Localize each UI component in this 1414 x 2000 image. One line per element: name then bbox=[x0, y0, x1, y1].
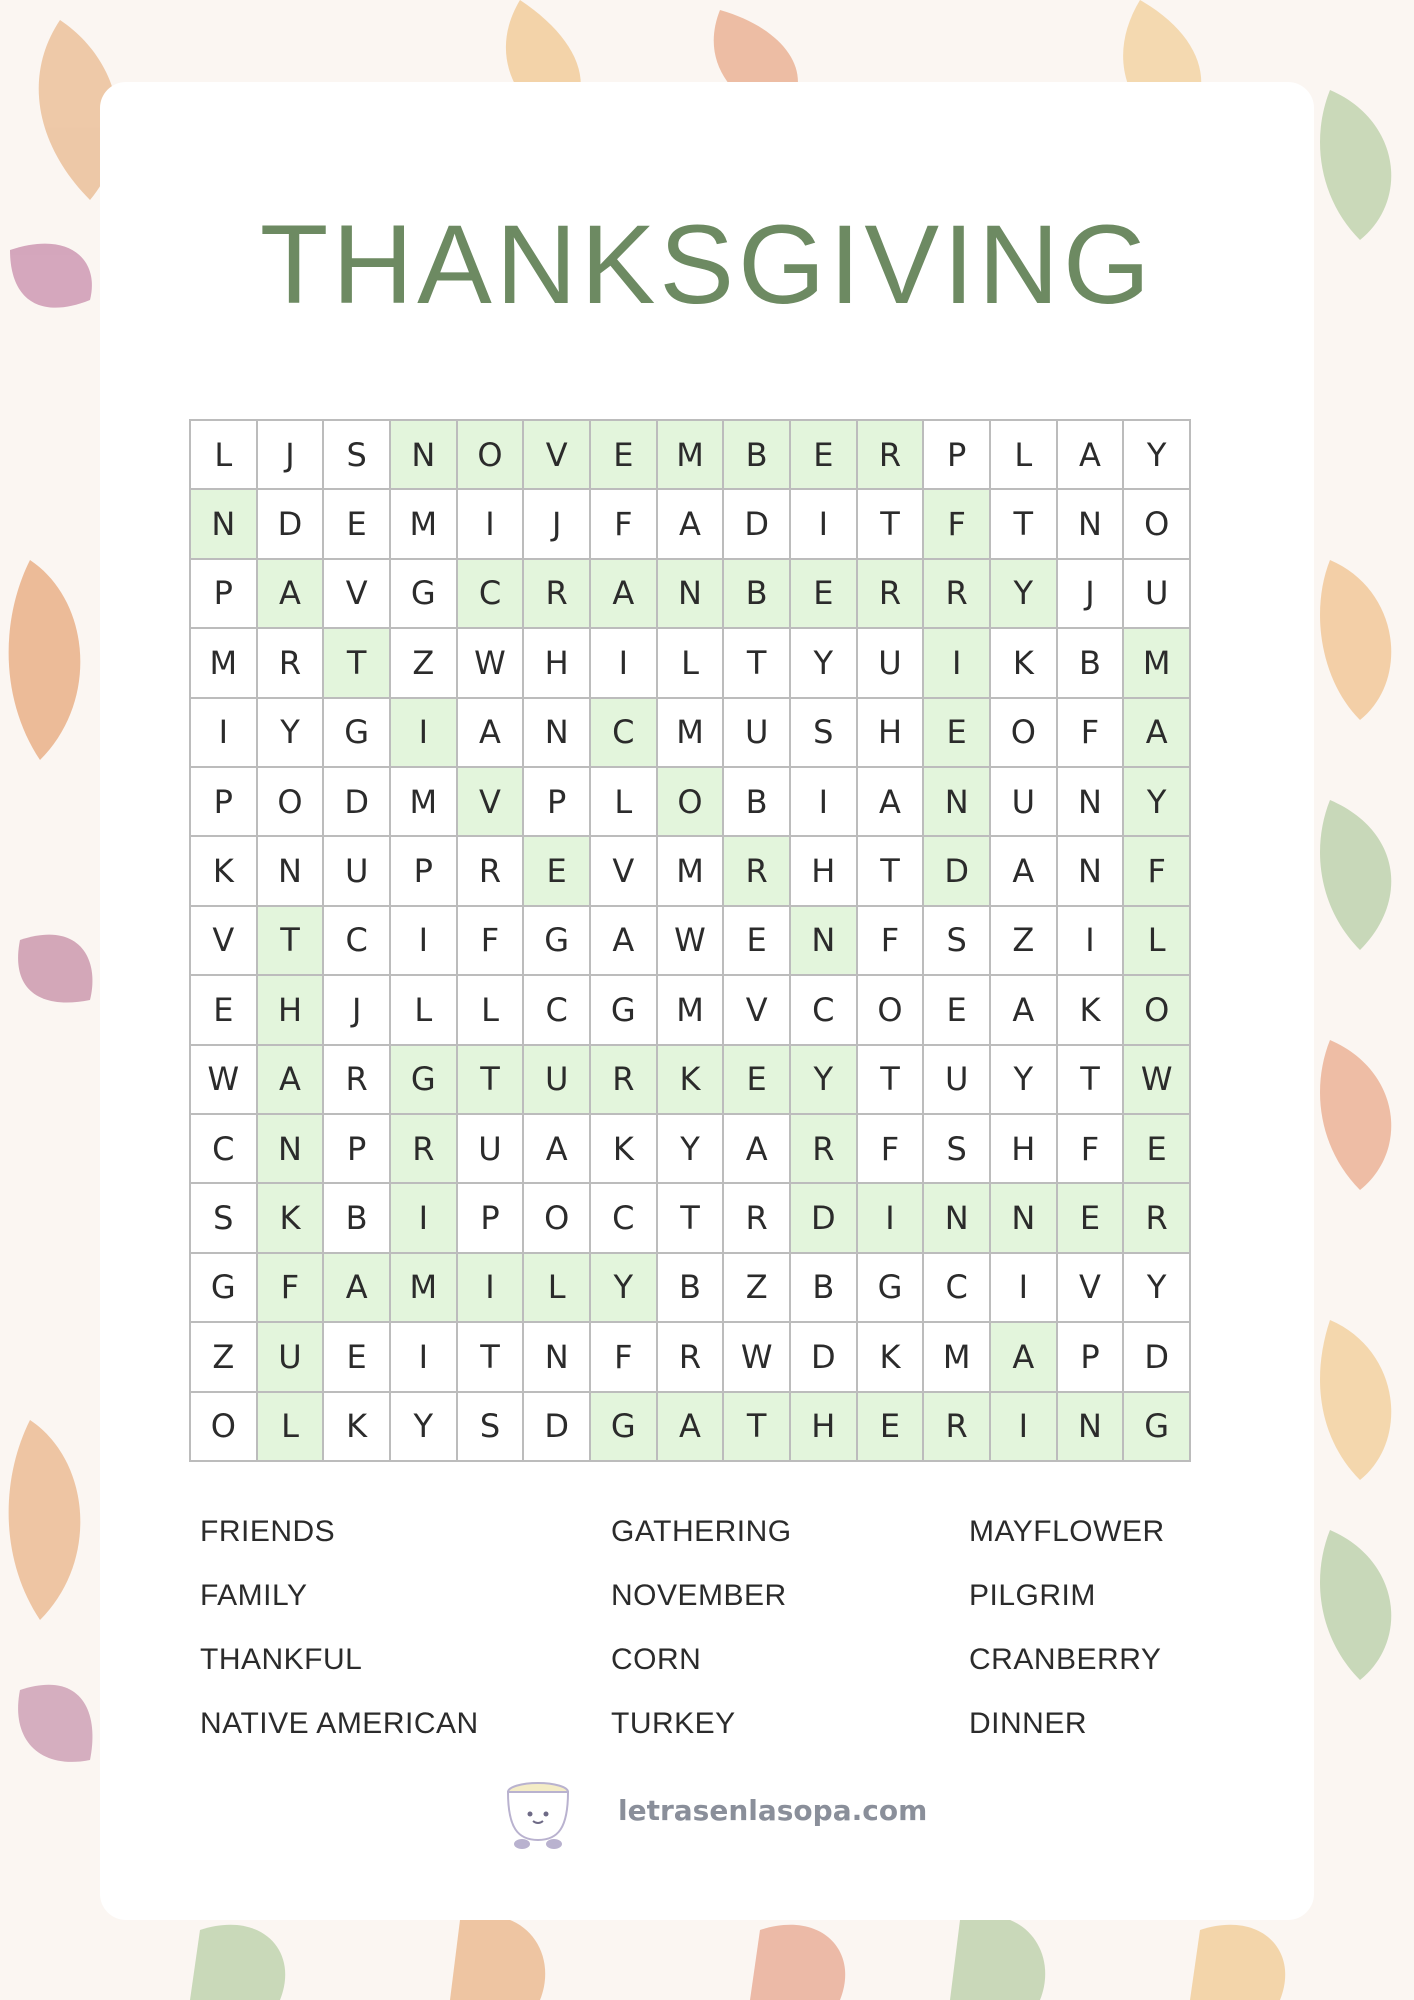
grid-cell[interactable]: A bbox=[458, 699, 525, 768]
grid-cell[interactable]: S bbox=[458, 1393, 525, 1462]
grid-cell[interactable]: A bbox=[1058, 421, 1125, 490]
grid-cell[interactable]: A bbox=[658, 490, 725, 559]
grid-cell[interactable]: R bbox=[324, 1046, 391, 1115]
grid-cell[interactable]: T bbox=[324, 629, 391, 698]
grid-cell[interactable]: T bbox=[458, 1046, 525, 1115]
grid-cell[interactable]: N bbox=[524, 699, 591, 768]
grid-cell[interactable]: M bbox=[658, 837, 725, 906]
grid-cell[interactable]: K bbox=[991, 629, 1058, 698]
grid-cell[interactable]: J bbox=[1058, 560, 1125, 629]
grid-cell[interactable]: A bbox=[991, 1323, 1058, 1392]
grid-cell[interactable]: A bbox=[724, 1115, 791, 1184]
grid-cell[interactable]: R bbox=[858, 421, 925, 490]
grid-cell[interactable]: P bbox=[924, 421, 991, 490]
grid-cell[interactable]: L bbox=[591, 768, 658, 837]
grid-cell[interactable]: F bbox=[591, 1323, 658, 1392]
grid-cell[interactable]: E bbox=[924, 699, 991, 768]
grid-cell[interactable]: B bbox=[724, 560, 791, 629]
grid-cell[interactable]: O bbox=[991, 699, 1058, 768]
grid-cell[interactable]: M bbox=[191, 629, 258, 698]
grid-cell[interactable]: F bbox=[258, 1254, 325, 1323]
grid-cell[interactable]: S bbox=[791, 699, 858, 768]
word-search-grid bbox=[189, 419, 1191, 1462]
grid-cell[interactable]: C bbox=[591, 699, 658, 768]
grid-cell[interactable]: T bbox=[458, 1323, 525, 1392]
word-item: FAMILY bbox=[200, 1579, 308, 1612]
grid-cell[interactable]: P bbox=[524, 768, 591, 837]
grid-cell[interactable]: G bbox=[324, 699, 391, 768]
grid-cell[interactable]: W bbox=[1124, 1046, 1191, 1115]
grid-cell[interactable]: R bbox=[591, 1046, 658, 1115]
grid-cell[interactable]: L bbox=[258, 1393, 325, 1462]
grid-cell[interactable]: I bbox=[391, 907, 458, 976]
grid-cell[interactable]: E bbox=[324, 1323, 391, 1392]
grid-cell[interactable]: A bbox=[258, 560, 325, 629]
grid-cell[interactable]: F bbox=[458, 907, 525, 976]
grid-cell[interactable]: H bbox=[524, 629, 591, 698]
grid-cell[interactable]: H bbox=[791, 837, 858, 906]
grid-cell[interactable]: R bbox=[458, 837, 525, 906]
grid-cell[interactable]: N bbox=[191, 490, 258, 559]
grid-cell[interactable]: S bbox=[324, 421, 391, 490]
grid-cell[interactable]: D bbox=[791, 1184, 858, 1253]
word-item: FRIENDS bbox=[200, 1515, 336, 1548]
grid-cell[interactable]: O bbox=[258, 768, 325, 837]
grid-cell[interactable]: V bbox=[591, 837, 658, 906]
grid-cell[interactable]: N bbox=[1058, 837, 1125, 906]
grid-cell[interactable]: L bbox=[191, 421, 258, 490]
grid-cell[interactable]: W bbox=[724, 1323, 791, 1392]
grid-cell[interactable]: M bbox=[391, 490, 458, 559]
grid-cell[interactable]: G bbox=[1124, 1393, 1191, 1462]
grid-cell[interactable]: C bbox=[524, 976, 591, 1045]
grid-cell[interactable]: A bbox=[1124, 699, 1191, 768]
grid-cell[interactable]: P bbox=[1058, 1323, 1125, 1392]
grid-cell[interactable]: K bbox=[1058, 976, 1125, 1045]
grid-cell[interactable]: E bbox=[1124, 1115, 1191, 1184]
soup-bowl-icon bbox=[498, 1778, 578, 1852]
word-item: TURKEY bbox=[611, 1707, 736, 1740]
grid-cell[interactable]: I bbox=[458, 490, 525, 559]
grid-cell[interactable]: U bbox=[924, 1046, 991, 1115]
grid-cell[interactable]: W bbox=[191, 1046, 258, 1115]
grid-cell[interactable]: B bbox=[791, 1254, 858, 1323]
grid-cell[interactable]: V bbox=[191, 907, 258, 976]
grid-cell[interactable]: I bbox=[858, 1184, 925, 1253]
grid-cell[interactable]: D bbox=[724, 490, 791, 559]
word-list bbox=[0, 1500, 1414, 1760]
grid-cell[interactable]: W bbox=[658, 907, 725, 976]
grid-cell[interactable]: Y bbox=[1124, 1254, 1191, 1323]
footer-brand[interactable] bbox=[498, 1778, 938, 1852]
grid-cell[interactable]: M bbox=[658, 976, 725, 1045]
grid-cell[interactable]: J bbox=[324, 976, 391, 1045]
grid-cell[interactable]: H bbox=[991, 1115, 1058, 1184]
word-item: MAYFLOWER bbox=[969, 1515, 1165, 1548]
grid-cell[interactable]: B bbox=[724, 768, 791, 837]
grid-cell[interactable]: N bbox=[524, 1323, 591, 1392]
grid-cell[interactable]: Z bbox=[724, 1254, 791, 1323]
grid-cell[interactable]: O bbox=[858, 976, 925, 1045]
grid-cell[interactable]: B bbox=[658, 1254, 725, 1323]
grid-cell[interactable]: J bbox=[258, 421, 325, 490]
grid-cell[interactable]: I bbox=[458, 1254, 525, 1323]
grid-cell[interactable]: N bbox=[658, 560, 725, 629]
grid-cell[interactable]: F bbox=[1058, 1115, 1125, 1184]
grid-cell[interactable]: U bbox=[858, 629, 925, 698]
grid-cell[interactable]: U bbox=[258, 1323, 325, 1392]
grid-cell[interactable]: R bbox=[391, 1115, 458, 1184]
grid-cell[interactable]: C bbox=[791, 976, 858, 1045]
grid-cell[interactable]: I bbox=[791, 490, 858, 559]
grid-cell[interactable]: N bbox=[258, 837, 325, 906]
grid-cell[interactable]: I bbox=[391, 1323, 458, 1392]
grid-cell[interactable]: V bbox=[1058, 1254, 1125, 1323]
grid-cell[interactable]: A bbox=[991, 976, 1058, 1045]
grid-cell[interactable]: G bbox=[858, 1254, 925, 1323]
grid-cell[interactable]: K bbox=[658, 1046, 725, 1115]
grid-cell[interactable]: N bbox=[1058, 768, 1125, 837]
grid-cell[interactable]: K bbox=[324, 1393, 391, 1462]
grid-cell[interactable]: Y bbox=[1124, 768, 1191, 837]
grid-cell[interactable]: K bbox=[858, 1323, 925, 1392]
grid-cell[interactable]: L bbox=[524, 1254, 591, 1323]
grid-cell[interactable]: N bbox=[1058, 1393, 1125, 1462]
grid-cell[interactable]: N bbox=[391, 421, 458, 490]
grid-cell[interactable]: M bbox=[1124, 629, 1191, 698]
grid-cell[interactable]: N bbox=[1058, 490, 1125, 559]
grid-cell[interactable]: O bbox=[191, 1393, 258, 1462]
grid-cell[interactable]: I bbox=[591, 629, 658, 698]
grid-cell[interactable]: K bbox=[258, 1184, 325, 1253]
grid-cell[interactable]: P bbox=[458, 1184, 525, 1253]
grid-cell[interactable]: F bbox=[1124, 837, 1191, 906]
grid-cell[interactable]: L bbox=[391, 976, 458, 1045]
grid-cell[interactable]: B bbox=[324, 1184, 391, 1253]
grid-cell[interactable]: E bbox=[791, 560, 858, 629]
grid-cell[interactable]: Y bbox=[658, 1115, 725, 1184]
grid-cell[interactable]: T bbox=[1058, 1046, 1125, 1115]
word-list-column-3 bbox=[969, 1500, 1165, 1756]
grid-cell[interactable]: V bbox=[324, 560, 391, 629]
word-list-column-2 bbox=[611, 1500, 792, 1756]
word-item: PILGRIM bbox=[969, 1579, 1096, 1612]
grid-cell[interactable]: Z bbox=[391, 629, 458, 698]
grid-cell[interactable]: O bbox=[658, 768, 725, 837]
grid-cell[interactable]: D bbox=[924, 837, 991, 906]
grid-cell[interactable]: V bbox=[458, 768, 525, 837]
grid-cell[interactable]: T bbox=[858, 837, 925, 906]
grid-cell[interactable]: E bbox=[724, 907, 791, 976]
word-item: THANKFUL bbox=[200, 1643, 363, 1676]
grid-cell[interactable]: F bbox=[591, 490, 658, 559]
grid-cell[interactable]: R bbox=[791, 1115, 858, 1184]
grid-cell[interactable]: T bbox=[724, 1393, 791, 1462]
grid-cell[interactable]: I bbox=[1058, 907, 1125, 976]
grid-cell[interactable]: G bbox=[391, 1046, 458, 1115]
grid-cell[interactable]: B bbox=[724, 421, 791, 490]
grid-cell[interactable]: A bbox=[991, 837, 1058, 906]
grid-cell[interactable]: C bbox=[191, 1115, 258, 1184]
grid-cell[interactable]: G bbox=[591, 976, 658, 1045]
grid-cell[interactable]: R bbox=[724, 1184, 791, 1253]
grid-cell[interactable]: E bbox=[324, 490, 391, 559]
grid-cell[interactable]: L bbox=[1124, 907, 1191, 976]
grid-cell[interactable]: N bbox=[924, 1184, 991, 1253]
grid-cell[interactable]: M bbox=[658, 699, 725, 768]
grid-cell[interactable]: D bbox=[524, 1393, 591, 1462]
grid-cell[interactable]: U bbox=[458, 1115, 525, 1184]
grid-cell[interactable]: R bbox=[524, 560, 591, 629]
grid-cell[interactable]: N bbox=[924, 768, 991, 837]
grid-cell[interactable]: Y bbox=[1124, 421, 1191, 490]
grid-cell[interactable]: M bbox=[924, 1323, 991, 1392]
grid-cell[interactable]: Y bbox=[991, 1046, 1058, 1115]
grid-cell[interactable]: V bbox=[724, 976, 791, 1045]
grid-cell[interactable]: N bbox=[991, 1184, 1058, 1253]
grid-cell[interactable]: F bbox=[1058, 699, 1125, 768]
grid-cell[interactable]: O bbox=[458, 421, 525, 490]
grid-cell[interactable]: C bbox=[458, 560, 525, 629]
word-item: NATIVE AMERICAN bbox=[200, 1707, 479, 1740]
grid-cell[interactable]: E bbox=[791, 421, 858, 490]
grid-cell[interactable]: A bbox=[591, 560, 658, 629]
grid-cell[interactable]: A bbox=[658, 1393, 725, 1462]
grid-cell[interactable]: R bbox=[1124, 1184, 1191, 1253]
grid-cell[interactable]: J bbox=[524, 490, 591, 559]
grid-cell[interactable]: G bbox=[191, 1254, 258, 1323]
grid-cell[interactable]: R bbox=[858, 560, 925, 629]
grid-cell[interactable]: L bbox=[458, 976, 525, 1045]
grid-cell[interactable]: U bbox=[991, 768, 1058, 837]
grid-cell[interactable]: H bbox=[791, 1393, 858, 1462]
grid-cell[interactable]: A bbox=[524, 1115, 591, 1184]
grid-cell[interactable]: G bbox=[591, 1393, 658, 1462]
grid-cell[interactable]: L bbox=[658, 629, 725, 698]
grid-cell[interactable]: P bbox=[391, 837, 458, 906]
grid-cell[interactable]: G bbox=[524, 907, 591, 976]
grid-cell[interactable]: D bbox=[791, 1323, 858, 1392]
grid-cell[interactable]: T bbox=[258, 907, 325, 976]
grid-cell[interactable]: E bbox=[924, 976, 991, 1045]
word-item: NOVEMBER bbox=[611, 1579, 787, 1612]
grid-cell[interactable]: I bbox=[391, 699, 458, 768]
grid-cell[interactable]: F bbox=[858, 1115, 925, 1184]
grid-cell[interactable]: Y bbox=[991, 560, 1058, 629]
grid-cell[interactable]: Z bbox=[191, 1323, 258, 1392]
grid-cell[interactable]: Z bbox=[991, 907, 1058, 976]
grid-cell[interactable]: I bbox=[191, 699, 258, 768]
grid-cell[interactable]: A bbox=[591, 907, 658, 976]
word-item: CRANBERRY bbox=[969, 1643, 1162, 1676]
grid-cell[interactable]: U bbox=[324, 837, 391, 906]
grid-cell[interactable]: Y bbox=[791, 629, 858, 698]
grid-cell[interactable]: D bbox=[324, 768, 391, 837]
grid-cell[interactable]: Y bbox=[791, 1046, 858, 1115]
grid-cell[interactable]: E bbox=[724, 1046, 791, 1115]
grid-cell[interactable]: O bbox=[1124, 490, 1191, 559]
grid-cell[interactable]: E bbox=[191, 976, 258, 1045]
grid-cell[interactable]: C bbox=[924, 1254, 991, 1323]
grid-cell[interactable]: Y bbox=[258, 699, 325, 768]
grid-cell[interactable]: L bbox=[991, 421, 1058, 490]
grid-cell[interactable]: R bbox=[724, 837, 791, 906]
word-item: CORN bbox=[611, 1643, 702, 1676]
word-list-column-1 bbox=[200, 1500, 479, 1756]
grid-cell[interactable]: R bbox=[924, 560, 991, 629]
grid-cell[interactable]: E bbox=[1058, 1184, 1125, 1253]
grid-cell[interactable]: G bbox=[391, 560, 458, 629]
grid-cell[interactable]: D bbox=[258, 490, 325, 559]
grid-cell[interactable]: Y bbox=[391, 1393, 458, 1462]
grid-cell[interactable]: R bbox=[924, 1393, 991, 1462]
grid-cell[interactable]: T bbox=[858, 490, 925, 559]
grid-cell[interactable]: I bbox=[924, 629, 991, 698]
grid-cell[interactable]: U bbox=[524, 1046, 591, 1115]
grid-cell[interactable]: A bbox=[324, 1254, 391, 1323]
grid-cell[interactable]: Y bbox=[591, 1254, 658, 1323]
grid-cell[interactable]: K bbox=[191, 837, 258, 906]
grid-cell[interactable]: F bbox=[858, 907, 925, 976]
grid-cell[interactable]: F bbox=[924, 490, 991, 559]
grid-cell[interactable]: S bbox=[191, 1184, 258, 1253]
grid-cell[interactable]: B bbox=[1058, 629, 1125, 698]
grid-cell[interactable]: P bbox=[191, 768, 258, 837]
grid-cell[interactable]: T bbox=[991, 490, 1058, 559]
grid-cell[interactable]: A bbox=[858, 768, 925, 837]
grid-cell[interactable]: H bbox=[258, 976, 325, 1045]
grid-cell[interactable]: T bbox=[658, 1184, 725, 1253]
grid-cell[interactable]: M bbox=[391, 768, 458, 837]
grid-cell[interactable]: K bbox=[591, 1115, 658, 1184]
grid-cell[interactable]: W bbox=[458, 629, 525, 698]
grid-cell[interactable]: E bbox=[858, 1393, 925, 1462]
site-link[interactable]: letrasenlasopa.com bbox=[618, 1794, 928, 1827]
grid-cell[interactable]: N bbox=[791, 907, 858, 976]
grid-cell[interactable]: V bbox=[524, 421, 591, 490]
grid-cell[interactable]: C bbox=[324, 907, 391, 976]
grid-cell[interactable]: R bbox=[258, 629, 325, 698]
grid-cell[interactable]: I bbox=[391, 1184, 458, 1253]
grid-cell[interactable]: P bbox=[324, 1115, 391, 1184]
grid-cell[interactable]: R bbox=[658, 1323, 725, 1392]
page-title: THANKSGIVING bbox=[259, 202, 1155, 327]
grid-cell[interactable]: S bbox=[924, 1115, 991, 1184]
word-item: DINNER bbox=[969, 1707, 1088, 1740]
grid-cell[interactable]: U bbox=[724, 699, 791, 768]
grid-cell[interactable]: I bbox=[991, 1254, 1058, 1323]
grid-cell[interactable]: P bbox=[191, 560, 258, 629]
grid-cell[interactable]: N bbox=[258, 1115, 325, 1184]
grid-cell[interactable]: M bbox=[658, 421, 725, 490]
grid-cell[interactable]: O bbox=[1124, 976, 1191, 1045]
grid-cell[interactable]: C bbox=[591, 1184, 658, 1253]
grid-cell[interactable]: A bbox=[258, 1046, 325, 1115]
grid-cell[interactable]: S bbox=[924, 907, 991, 976]
grid-cell[interactable]: O bbox=[524, 1184, 591, 1253]
grid-cell[interactable]: T bbox=[724, 629, 791, 698]
grid-cell[interactable]: T bbox=[858, 1046, 925, 1115]
grid-cell[interactable]: H bbox=[858, 699, 925, 768]
grid-cell[interactable]: D bbox=[1124, 1323, 1191, 1392]
word-item: GATHERING bbox=[611, 1515, 792, 1548]
grid-cell[interactable]: U bbox=[1124, 560, 1191, 629]
grid-cell[interactable]: M bbox=[391, 1254, 458, 1323]
grid-cell[interactable]: I bbox=[791, 768, 858, 837]
grid-cell[interactable]: E bbox=[524, 837, 591, 906]
grid-cell[interactable]: E bbox=[591, 421, 658, 490]
grid-cell[interactable]: I bbox=[991, 1393, 1058, 1462]
